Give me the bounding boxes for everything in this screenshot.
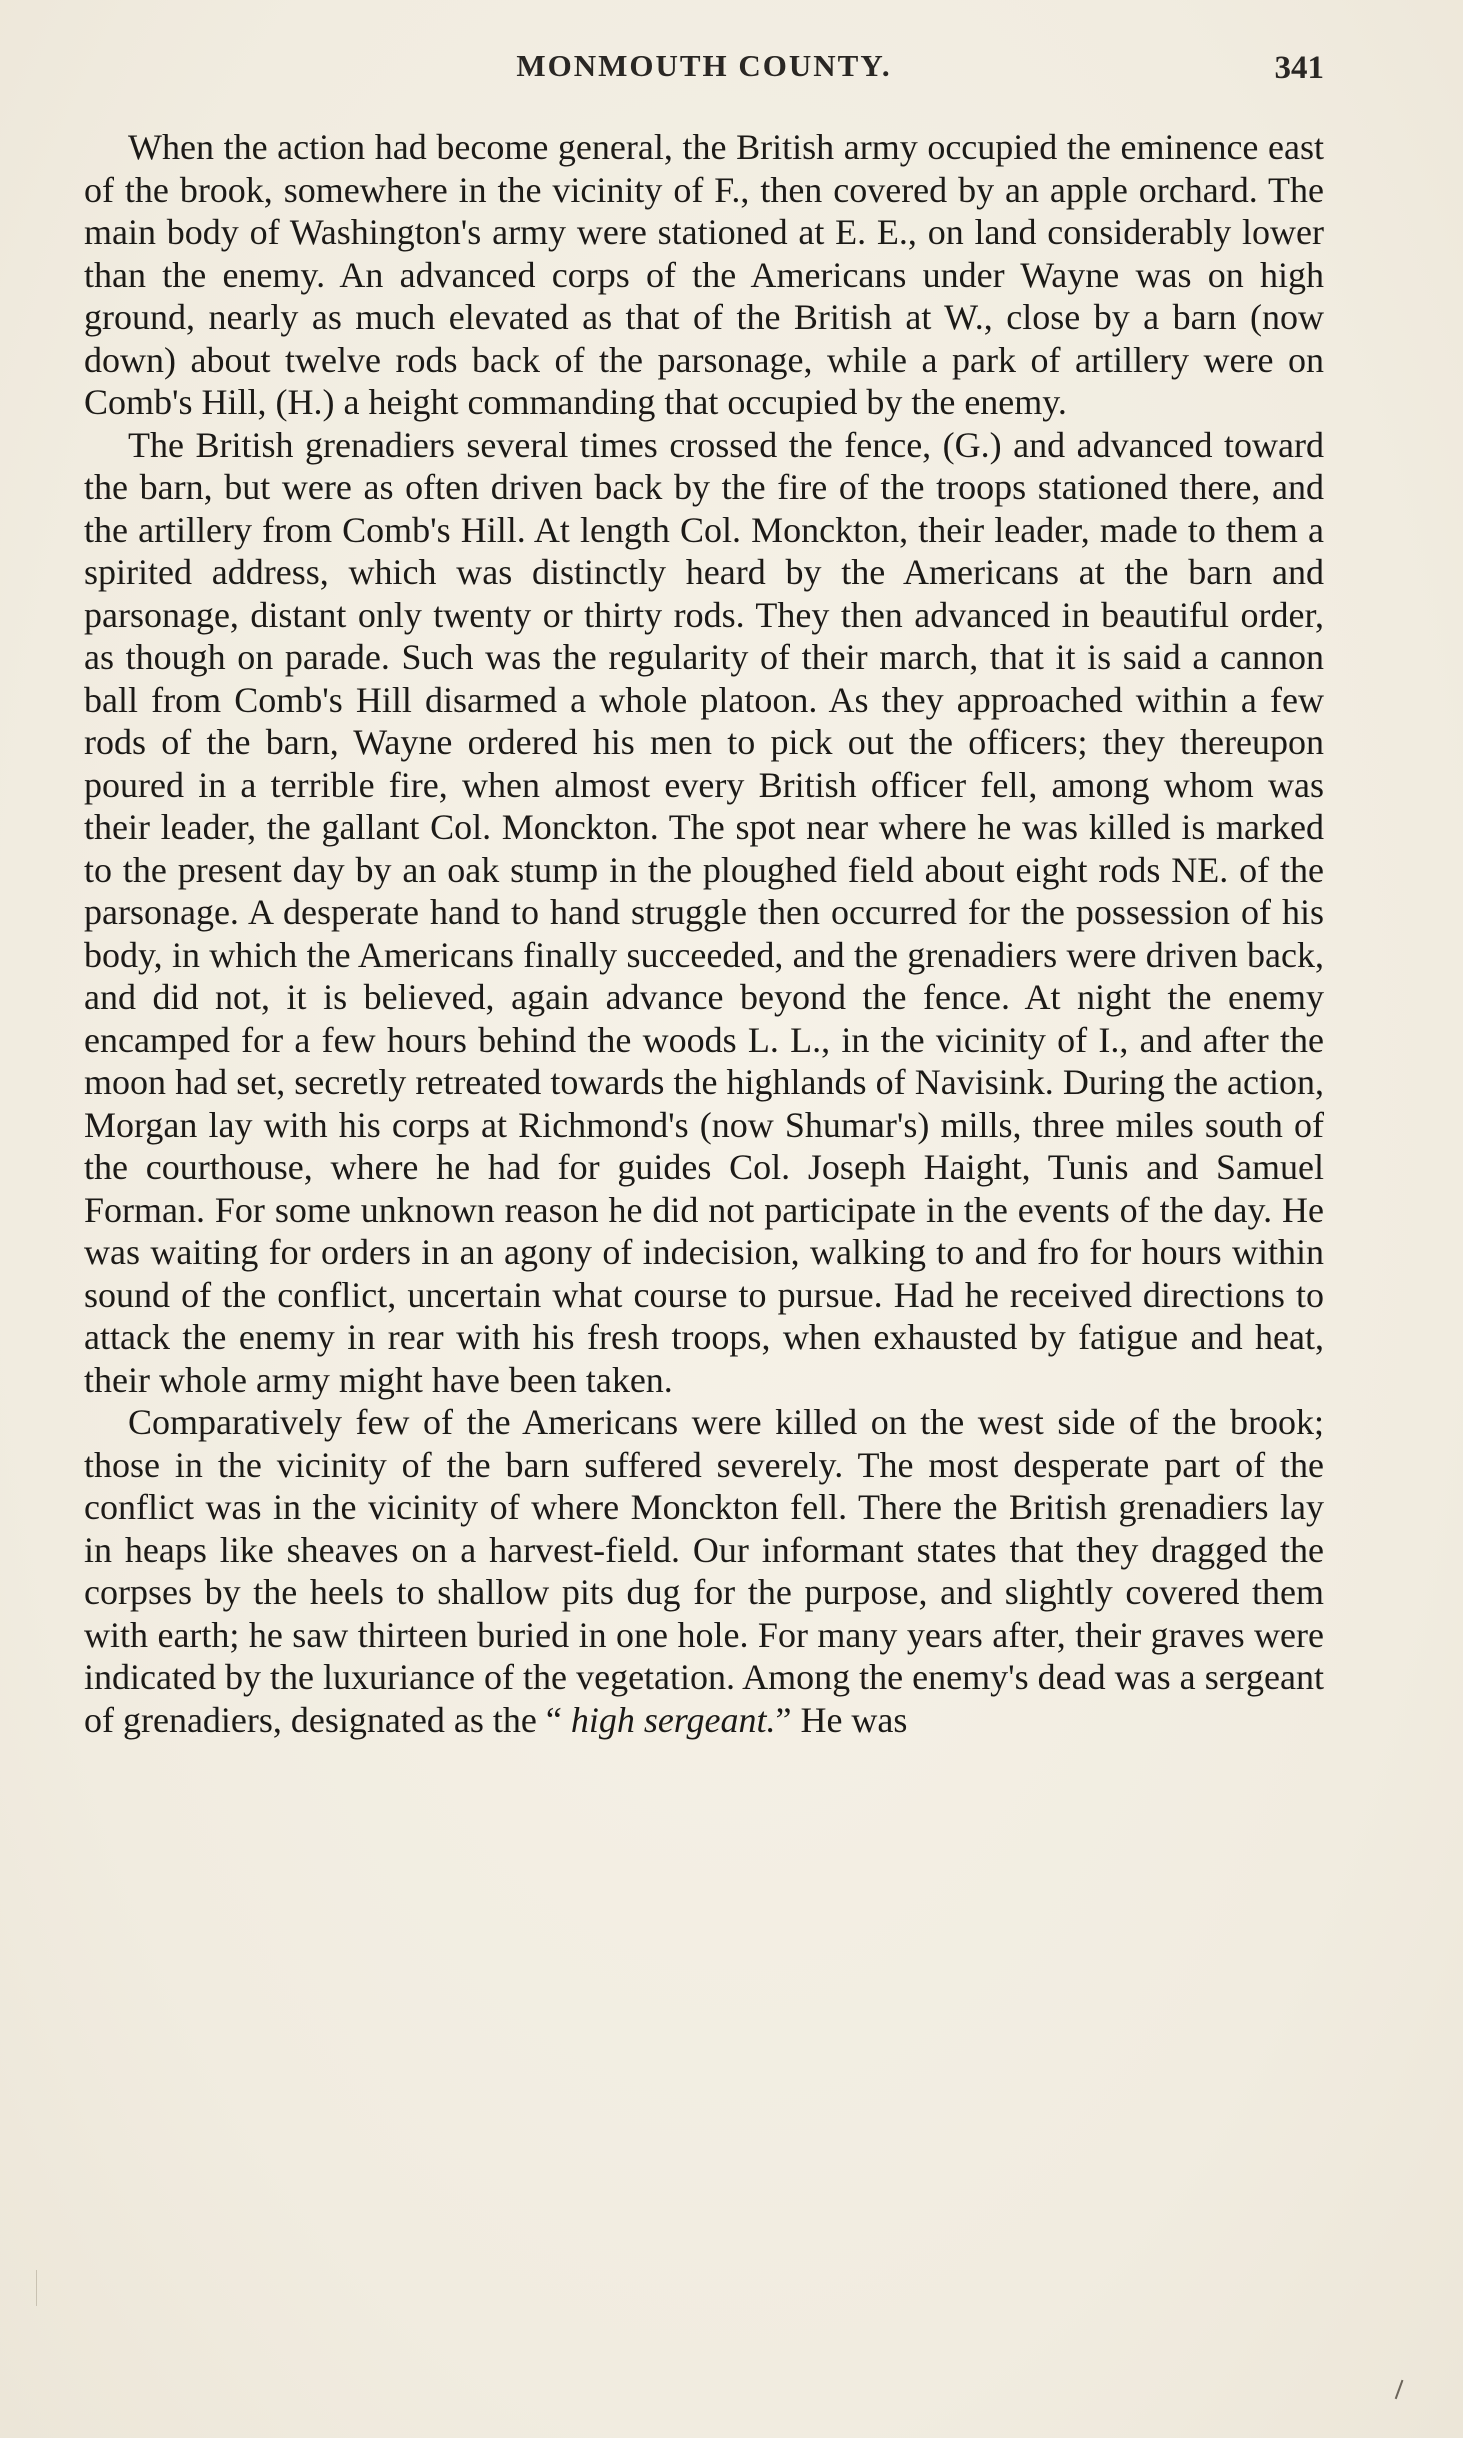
paragraph-3: [84, 1401, 1324, 1741]
body-text: [84, 126, 1324, 1741]
italic-phrase: high sergeant.: [570, 1699, 776, 1740]
page-number: 341: [1274, 50, 1324, 86]
margin-mark-left: [36, 2270, 41, 2306]
paragraph-2: The British grenadiers several times crossed the fence, (G.) and advanced toward the barn, but were as often driven back by the fire of the troops stationed there, and the artillery from Comb's Hill. At length Col. Monckton, their leader, made to them a spirited address, which was distinctly heard by the Americans at the barn and parsonage, distant only twenty or thirty rods. They then advanced in beautiful order, as though on parade. Such was the regularity of their march, that it is said a cannon ball from Comb's Hill disarmed a whole platoon. As they approached within a few rods of the barn, Wayne ordered his men to pick out the officers; they thereupon poured in a terrible fire, when almost every British officer fell, among whom was their leader, the gallant Col. Monckton. The spot near where he was killed is marked to the present day by an oak stump in the ploughed field about eight rods NE. of the parsonage. A desperate hand to hand struggle then occurred for the possession of his body, in which the Americans finally succeeded, and the grenadiers were driven back, and did not, it is believed, again advance beyond the fence. At night the enemy encamped for a few hours behind the woods L. L., in the vicinity of I., and after the moon had set, secretly retreated towards the highlands of Navisink. During the action, Morgan lay with his corps at Richmond's (now Shumar's) mills, three miles south of the courthouse, where he had for guides Col. Joseph Haight, Tunis and Samuel Forman. For some unknown reason he did not participate in the events of the day. He was waiting for orders in an agony of indecision, walking to and fro for hours within sound of the conflict, uncertain what course to pursue. Had he received directions to attack the enemy in rear with his fresh troops, when exhausted by fatigue and heat, their whole army might have been taken.: [84, 424, 1324, 1400]
paragraph-3-text: Comparatively few of the Americans were killed on the west side of the brook; those in the vicinity of the barn suffered severely. The most desperate part of the conflict was in the vicinity of where Monckton fell. There the British grenadiers lay in heaps like sheaves on a harvest-field. Our informant states that they dragged the corpses by the heels to shallow pits dug for the purpose, and slightly covered them with earth; he saw thirteen buried in one hole. For many years after, their graves were indicated by the luxuriance of the vegetation. Among the enemy's dead was a sergeant of grenadiers, designated as the “: [84, 1402, 1324, 1740]
margin-mark-right: [1395, 2380, 1407, 2401]
running-head: MONMOUTH COUNTY.: [516, 48, 892, 83]
paragraph-1: When the action had become general, the British army occupied the eminence east of the brook, somewhere in the vicinity of F., then covered by an apple orchard. The main body of Washington's army were stationed at E. E., on land considerably lower than the enemy. An advanced corps of the Americans under Wayne was on high ground, nearly as much elevated as that of the British at W., close by a barn (now down) about twelve rods back of the parsonage, while a park of artillery were on Comb's Hill, (H.) a height commanding that occupied by the enemy.: [84, 127, 1324, 422]
paragraph-3-tail: ” He was: [775, 1699, 908, 1740]
page-header: [84, 48, 1324, 96]
